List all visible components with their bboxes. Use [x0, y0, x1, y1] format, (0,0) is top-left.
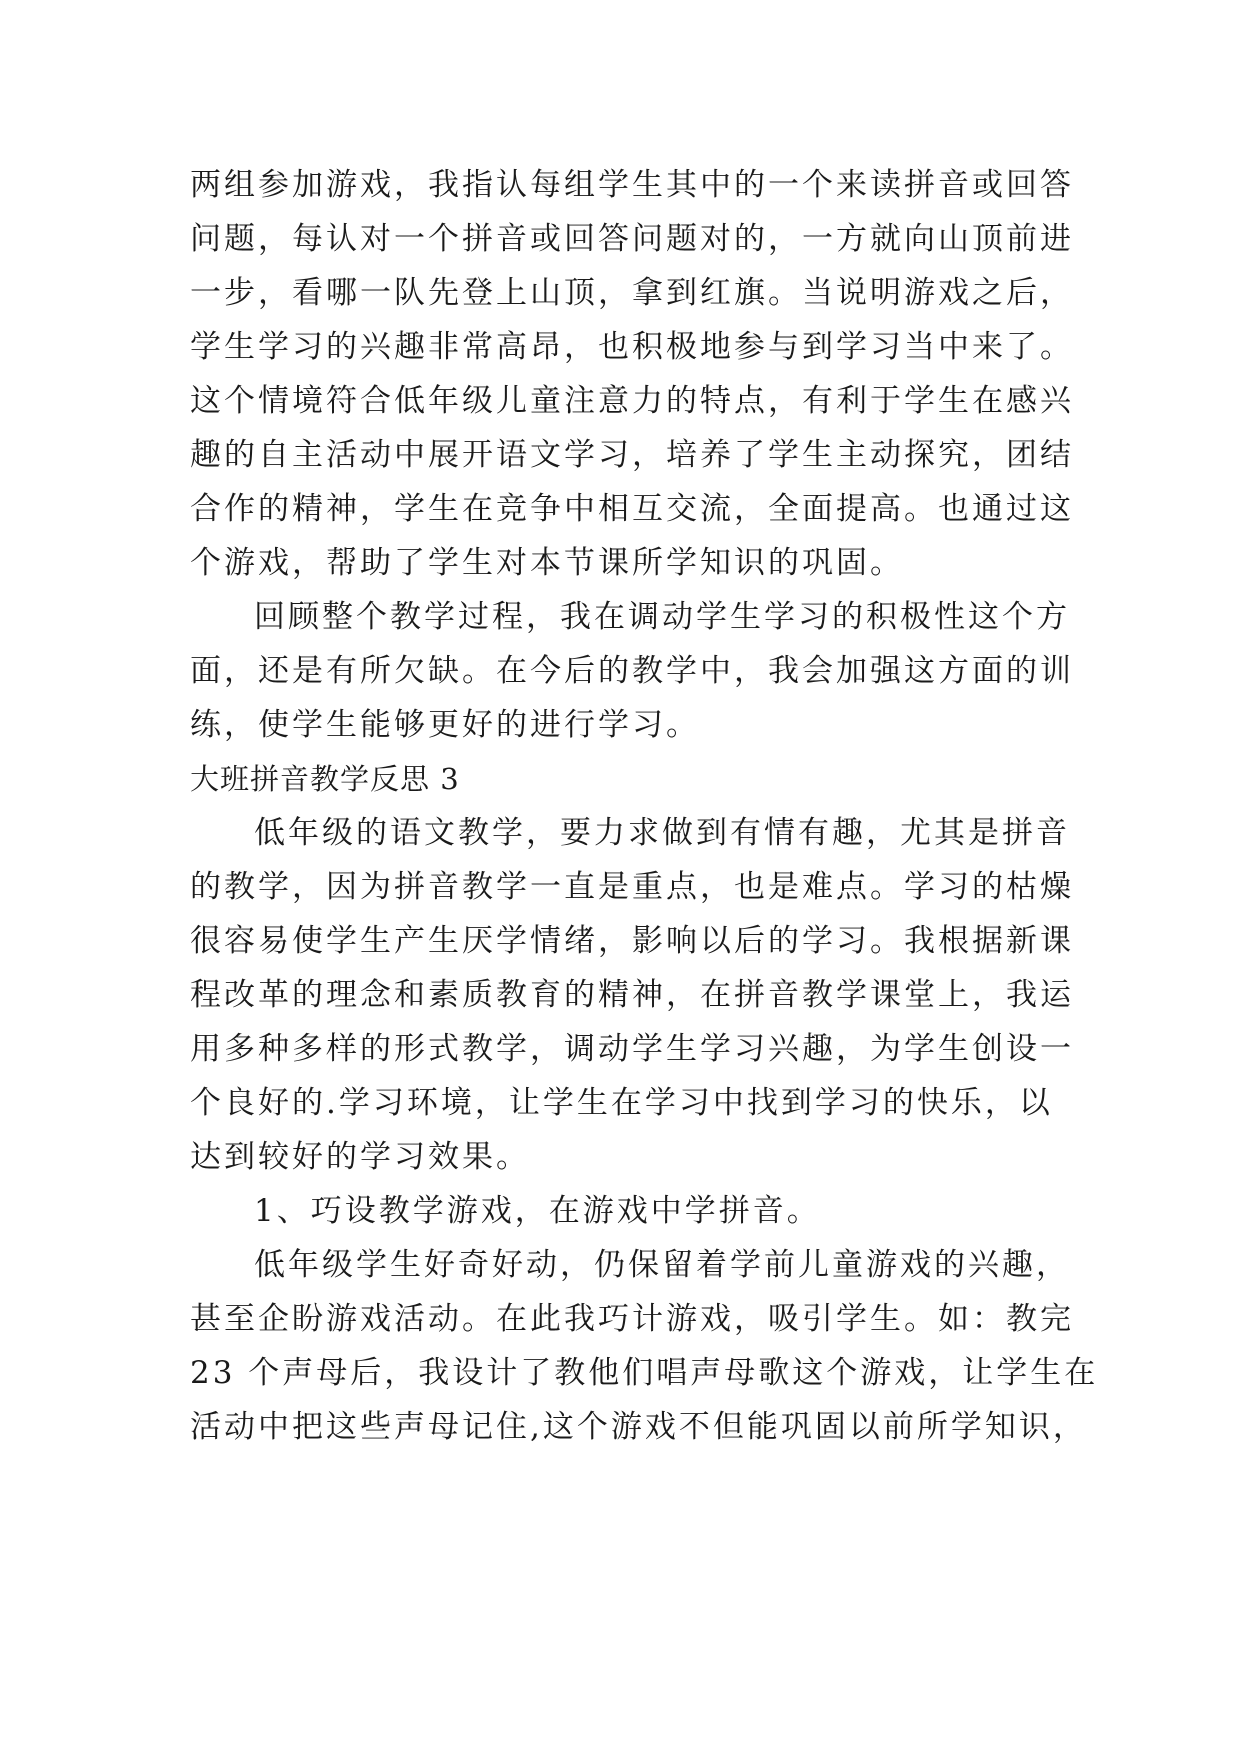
text-line: 趣的自主活动中展开语文学习，培养了学生主动探究，团结 [190, 437, 1074, 473]
text-line: 个游戏，帮助了学生对本节课所学知识的巩固。 [190, 545, 904, 581]
paragraph-first-line: 低年级学生好奇好动，仍保留着学前儿童游戏的兴趣， [254, 1247, 1070, 1283]
text-line: 这个情境符合低年级儿童注意力的特点，有利于学生在感兴 [190, 383, 1074, 419]
text-line: 用多种多样的形式教学，调动学生学习兴趣，为学生创设一 [190, 1031, 1074, 1067]
text-line: 练，使学生能够更好的进行学习。 [190, 707, 700, 743]
text-line: 达到较好的学习效果。 [190, 1139, 530, 1175]
text-line: 合作的精神，学生在竞争中相互交流，全面提高。也通过这 [190, 491, 1074, 527]
text-line: 学生学习的兴趣非常高昂，也积极地参与到学习当中来了。 [190, 329, 1074, 365]
text-line: 很容易使学生产生厌学情绪，影响以后的学习。我根据新课 [190, 923, 1074, 959]
paragraph-first-line: 低年级的语文教学，要力求做到有情有趣，尤其是拼音 [254, 815, 1070, 851]
text-line: 个良好的.学习环境，让学生在学习中找到学习的快乐，以 [190, 1085, 1053, 1121]
paragraph-first-line: 回顾整个教学过程，我在调动学生学习的积极性这个方 [254, 599, 1070, 635]
text-line: 问题，每认对一个拼音或回答问题对的，一方就向山顶前进 [190, 221, 1074, 257]
text-line: 程改革的理念和素质教育的精神，在拼音教学课堂上，我运 [190, 977, 1074, 1013]
text-line: 一步，看哪一队先登上山顶，拿到红旗。当说明游戏之后， [190, 275, 1074, 311]
text-line: 的教学，因为拼音教学一直是重点，也是难点。学习的枯燥 [190, 869, 1074, 905]
text-line: 两组参加游戏，我指认每组学生其中的一个来读拼音或回答 [190, 167, 1074, 203]
section-heading: 大班拼音教学反思 3 [190, 762, 460, 796]
text-line: 甚至企盼游戏活动。在此我巧计游戏，吸引学生。如：教完 [190, 1301, 1074, 1337]
list-item-heading: 1、巧设教学游戏，在游戏中学拼音。 [254, 1193, 821, 1229]
text-line: 面，还是有所欠缺。在今后的教学中，我会加强这方面的训 [190, 653, 1074, 689]
text-line: 活动中把这些声母记住,这个游戏不但能巩固以前所学知识， [190, 1409, 1087, 1445]
document-body [190, 158, 1099, 1454]
text-line: 23 个声母后，我设计了教他们唱声母歌这个游戏，让学生在 [190, 1355, 1099, 1391]
